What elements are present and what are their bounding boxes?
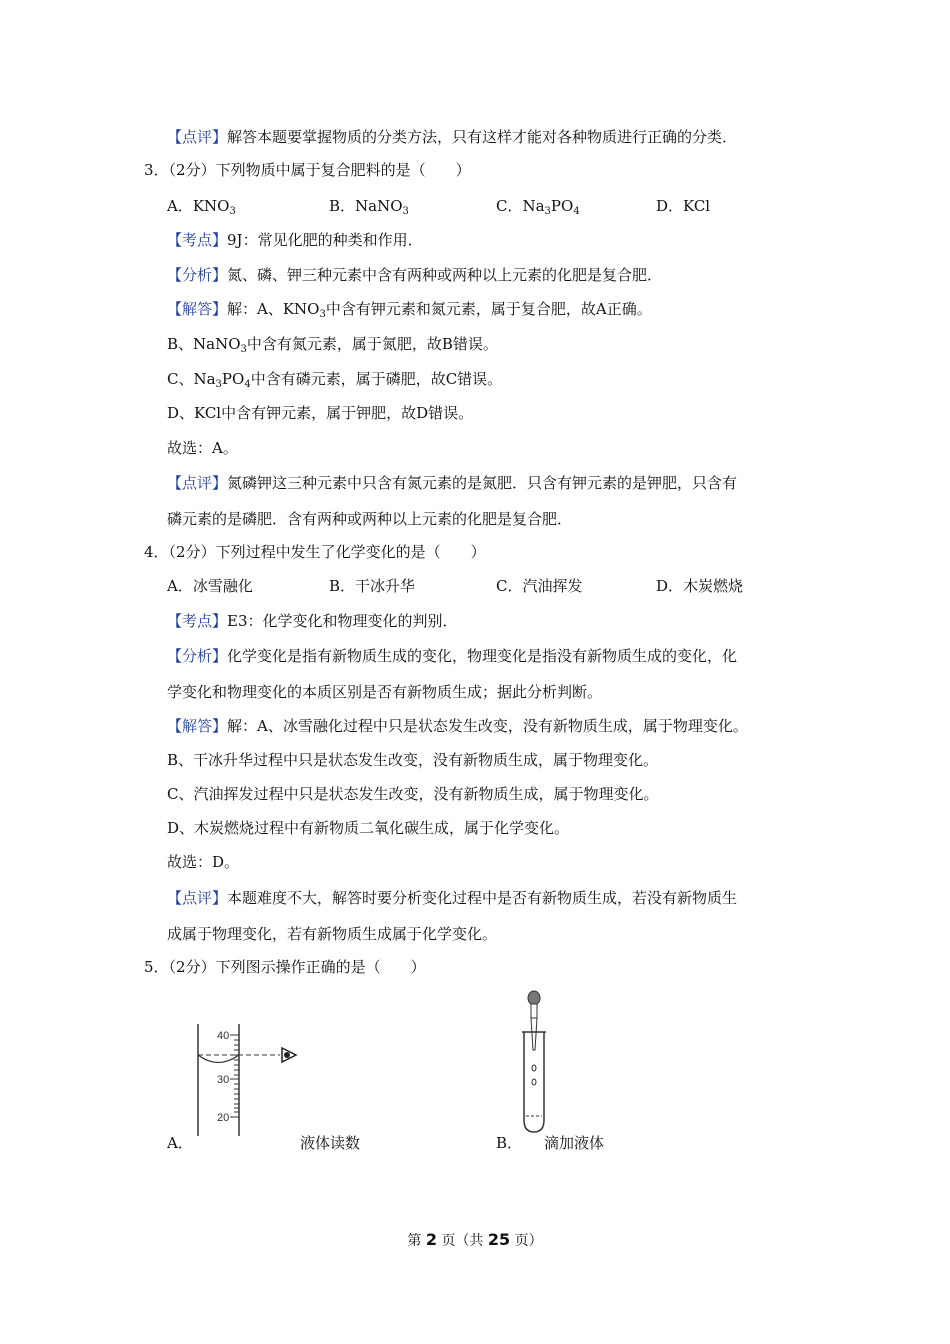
q3-stem: 3．（2分）下列物质中属于复合肥料的是（ ） [144,161,471,179]
q3-jieda: 【解答】解：A、$KNO_3$中含有钾元素和氮元素，属于复合肥，故A正确。 [167,300,652,320]
q4-option-a: A．冰雪融化 [167,577,253,595]
q5-option-b-label: B． [496,1134,523,1152]
q5-stem: 5．（2分）下列图示操作正确的是（ ） [144,958,426,976]
cylinder-reading-figure [188,1018,308,1140]
q3-option-d: D．KCl [656,197,711,215]
q3-option-a: A．$KNO_3$ [167,197,236,217]
q5-option-b-caption: 滴加液体 [544,1134,605,1152]
q4-dianping: 【点评】本题难度不大，解答时要分析变化过程中是否有新物质生成，若没有新物质生 [167,889,738,907]
q3-jieda-b: B、NaNO$_3$中含有氮元素，属于氮肥，故B错误。 [167,335,498,355]
eye-icon [282,1048,296,1062]
q4-jieda-c: C、汽油挥发过程中只是状态发生改变，没有新物质生成，属于物理变化。 [167,785,659,803]
q3-dianping: 【点评】氮磷钾这三种元素中只含有氮元素的是氮肥．只含有钾元素的是钾肥，只含有 [167,474,738,492]
q4-jieda: 【解答】解：A、冰雪融化过程中只是状态发生改变，没有新物质生成，属于物理变化。 [167,717,748,735]
q3-fenxi: 【分析】氮、磷、钾三种元素中含有两种或两种以上元素的化肥是复合肥． [167,266,663,284]
q4-option-c: C．汽油挥发 [496,577,583,595]
q4-option-d: D．木炭燃烧 [656,577,744,595]
dropper-icon [528,991,540,1050]
q3-option-c: C．$Na_3PO_4$ [496,197,580,217]
q4-options [0,576,950,596]
q5-option-a-caption: 液体读数 [300,1134,361,1152]
q4-fenxi-cont: 学变化和物理变化的本质区别是否有新物质生成；据此分析判断。 [167,683,603,701]
page-total: 25 [487,1230,511,1249]
prev-dianping: 【点评】解答本题要掌握物质的分类方法，只有这样才能对各种物质进行正确的分类． [167,128,738,146]
q5-option-a-label: A． [167,1134,193,1152]
q3-jieda-c: C、$Na_3PO_4$中含有磷元素，属于磷肥，故C错误。 [167,370,503,390]
q3-option-b: B．NaNO$_3$ [329,197,409,217]
q4-kaodian: 【考点】E3：化学变化和物理变化的判别． [167,612,458,630]
q4-stem: 4．（2分）下列过程中发生了化学变化的是（ ） [144,543,486,561]
q3-dianping-cont: 磷元素的是磷肥．含有两种或两种以上元素的化肥是复合肥． [167,510,573,528]
q4-dianping-cont: 成属于物理变化，若有新物质生成属于化学变化。 [167,925,498,943]
q3-jieda-d: D、KCl中含有钾元素，属于钾肥，故D错误。 [167,404,474,422]
q3-options [0,196,950,216]
page-footer: 第 2 页（共 25 页） [407,1230,543,1249]
meniscus [198,1055,239,1063]
scale-label-30: 30 [217,1074,230,1086]
q4-option-b: B．干冰升华 [329,577,416,595]
scale-label-20: 20 [217,1112,230,1124]
q4-jieda-b: B、干冰升华过程中只是状态发生改变，没有新物质生成，属于物理变化。 [167,751,659,769]
q3-answer: 故选：A。 [167,439,238,457]
q4-fenxi: 【分析】化学变化是指有新物质生成的变化，物理变化是指没有新物质生成的变化，化 [167,647,738,665]
q3-kaodian: 【考点】9J：常见化肥的种类和作用． [167,231,423,249]
page-number: 2 [425,1230,437,1249]
scale-label-40: 40 [217,1030,230,1042]
q4-answer: 故选：D。 [167,853,240,871]
dropper-testtube-figure [514,988,554,1136]
q4-jieda-d: D、木炭燃烧过程中有新物质二氧化碳生成，属于化学变化。 [167,819,570,837]
